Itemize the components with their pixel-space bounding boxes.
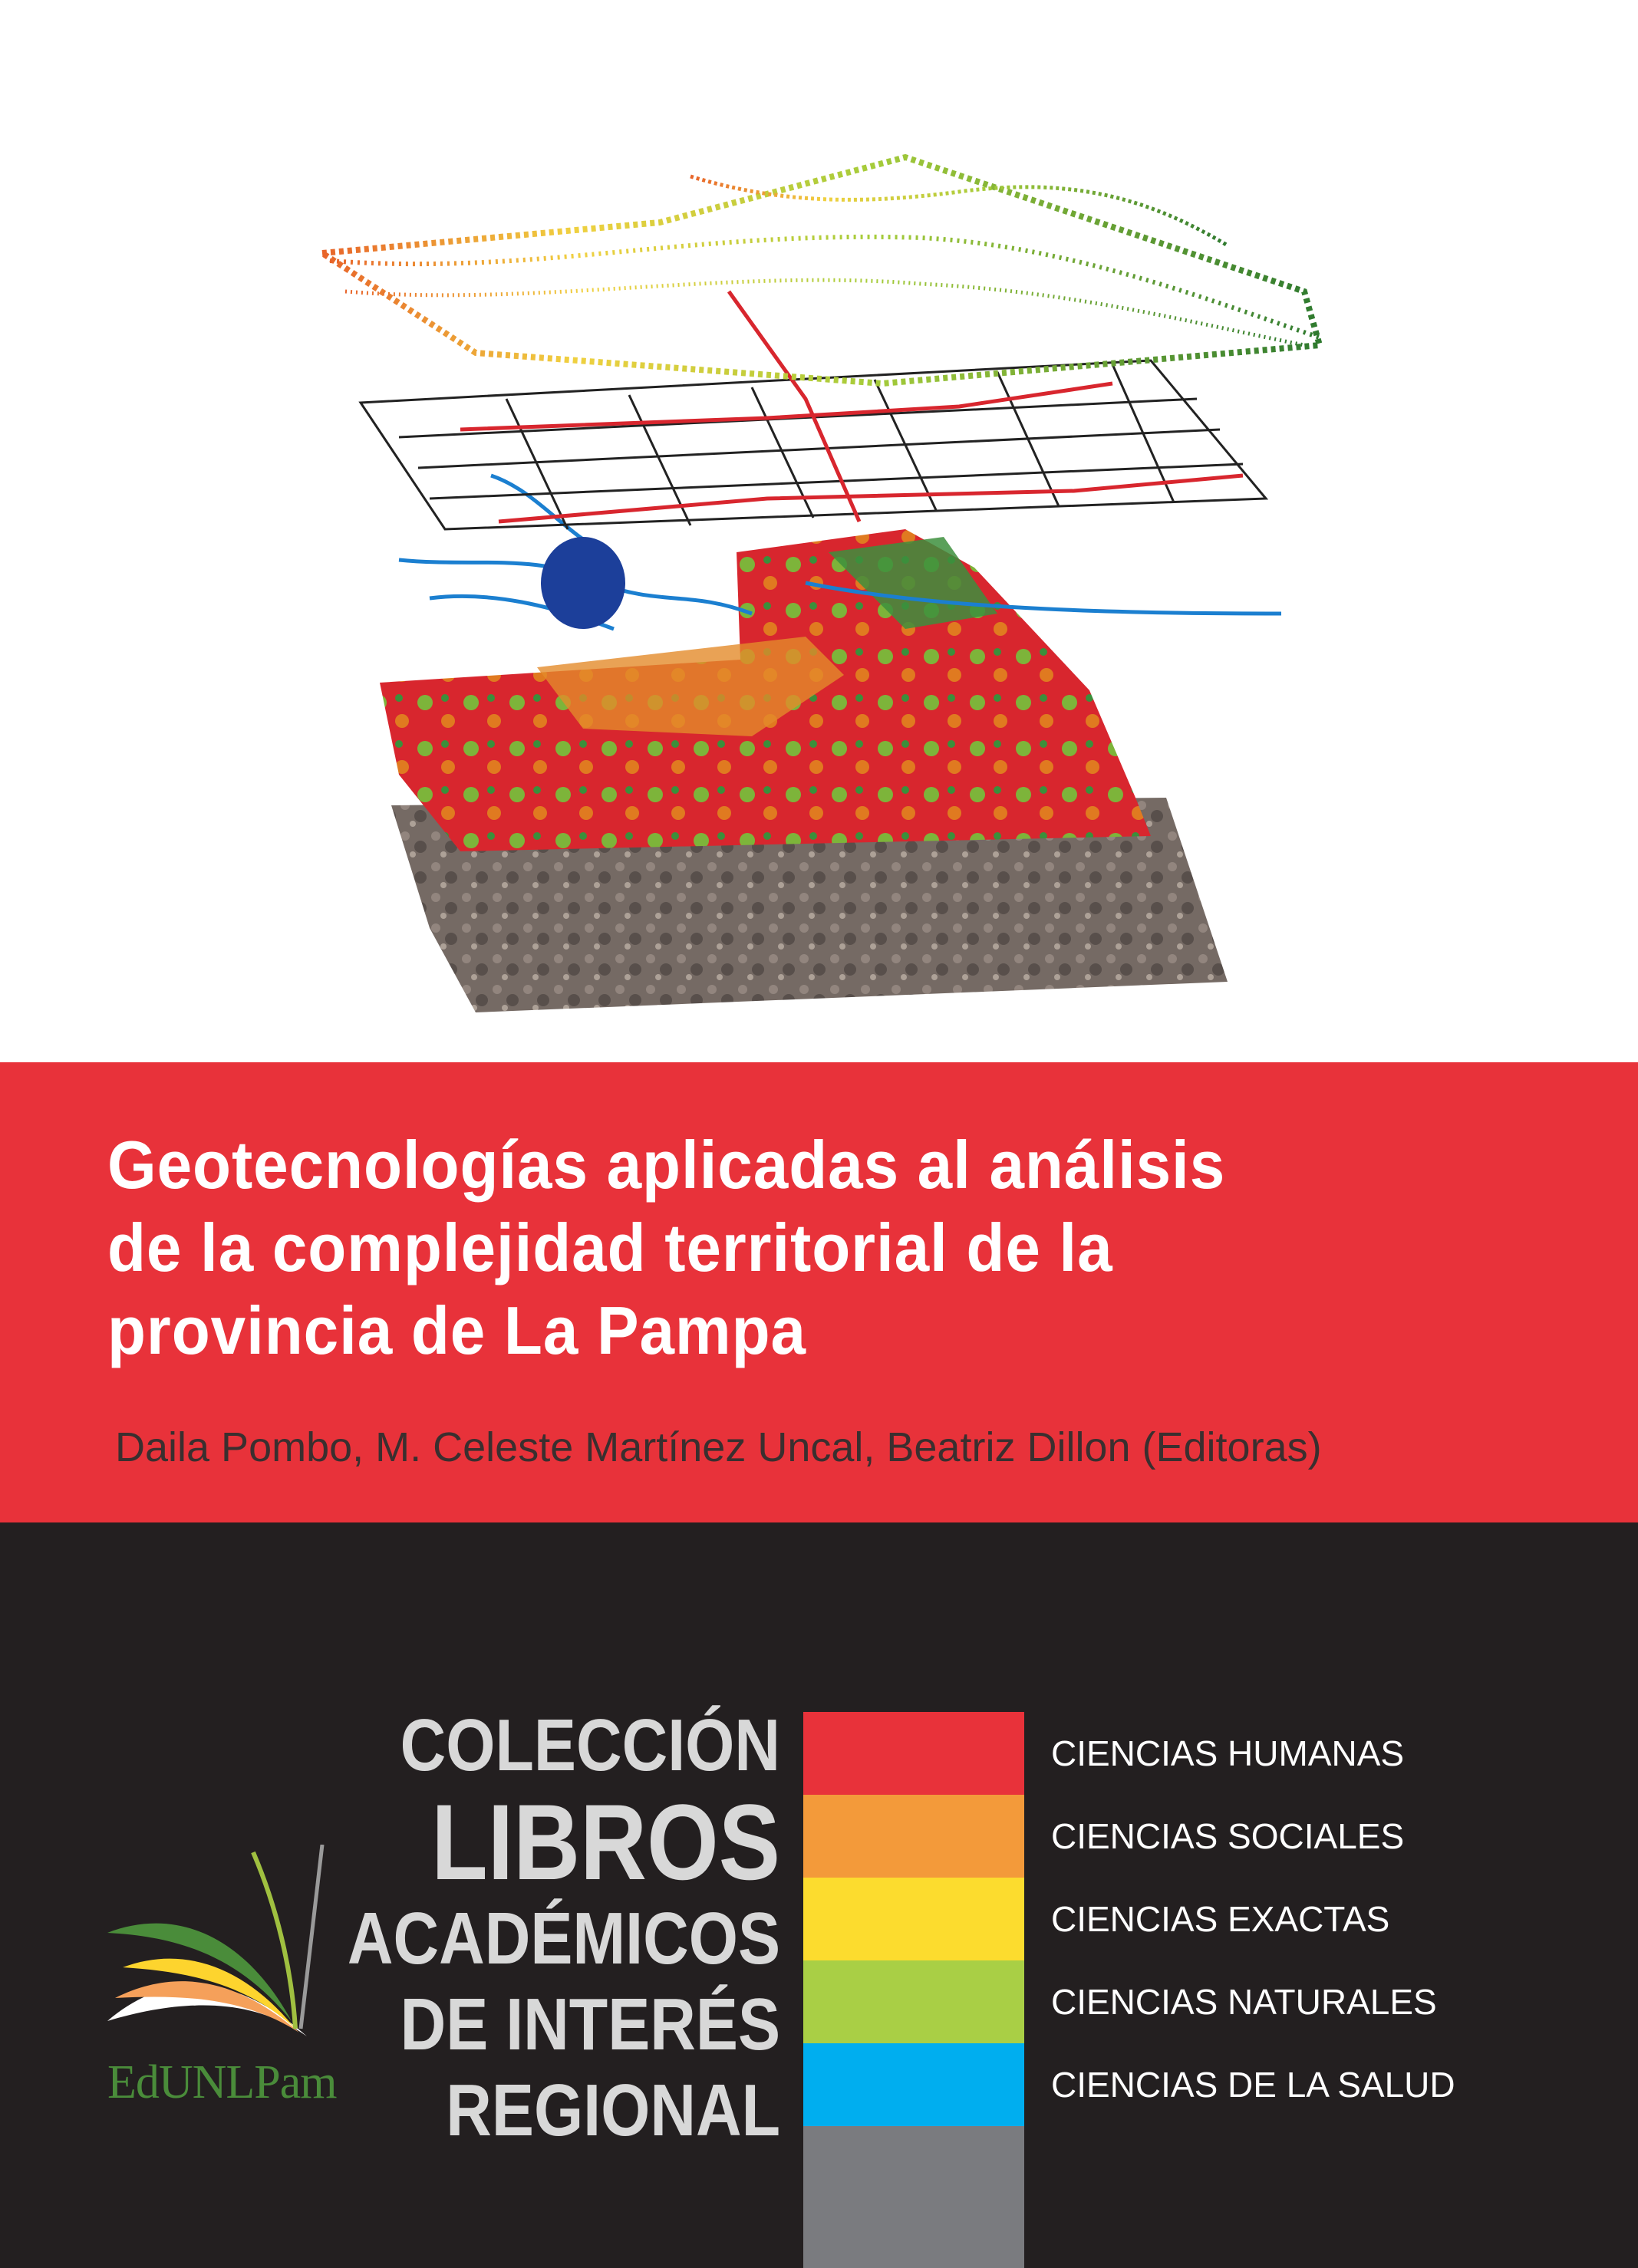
open-book-leaves-logo (100, 1845, 361, 2075)
collection-title-line: LIBROS (431, 1782, 780, 1902)
category-label: CIENCIAS DE LA SALUD (1051, 2065, 1455, 2105)
publisher-name: EdUNLPam (107, 2056, 337, 2108)
book-title-line: Geotecnologías aplicadas al análisis (107, 1127, 1226, 1203)
color-strip-sociales (803, 1795, 1024, 1878)
collection-title-line: DE INTERÉS (400, 1983, 780, 2066)
title-band (0, 1062, 1638, 1522)
category-label: CIENCIAS EXACTAS (1051, 1899, 1390, 1939)
collection-title (348, 1703, 780, 2154)
color-strip-gray (803, 2126, 1024, 2268)
book-title-line: provincia de La Pampa (107, 1292, 806, 1368)
collection-title-line: ACADÉMICOS (347, 1898, 780, 1980)
collection-title-line: COLECCIÓN (400, 1704, 780, 1786)
color-strip-humanas (803, 1712, 1024, 1795)
book-authors: Daila Pombo, M. Celeste Martínez Uncal, Beatriz Dillon (Editoras) (115, 1424, 1322, 1470)
book-title (107, 1124, 1448, 1372)
color-strip-salud (803, 2043, 1024, 2126)
category-label: CIENCIAS NATURALES (1051, 1982, 1437, 2022)
category-label: CIENCIAS SOCIALES (1051, 1816, 1405, 1856)
gis-layers-illustration (0, 0, 1638, 1062)
road-network-layer (361, 360, 1266, 529)
collection-band (0, 1522, 1638, 2268)
main-roads (460, 291, 1243, 522)
collection-title-line: REGIONAL (446, 2069, 780, 2151)
category-label: CIENCIAS HUMANAS (1051, 1733, 1405, 1773)
color-strip-naturales (803, 1960, 1024, 2043)
cover-illustration (0, 0, 1638, 1062)
lake-shape (541, 537, 625, 629)
color-strip-exactas (803, 1878, 1024, 1960)
contour-layer (322, 157, 1320, 383)
book-title-line: de la complejidad territorial de la (107, 1210, 1113, 1285)
